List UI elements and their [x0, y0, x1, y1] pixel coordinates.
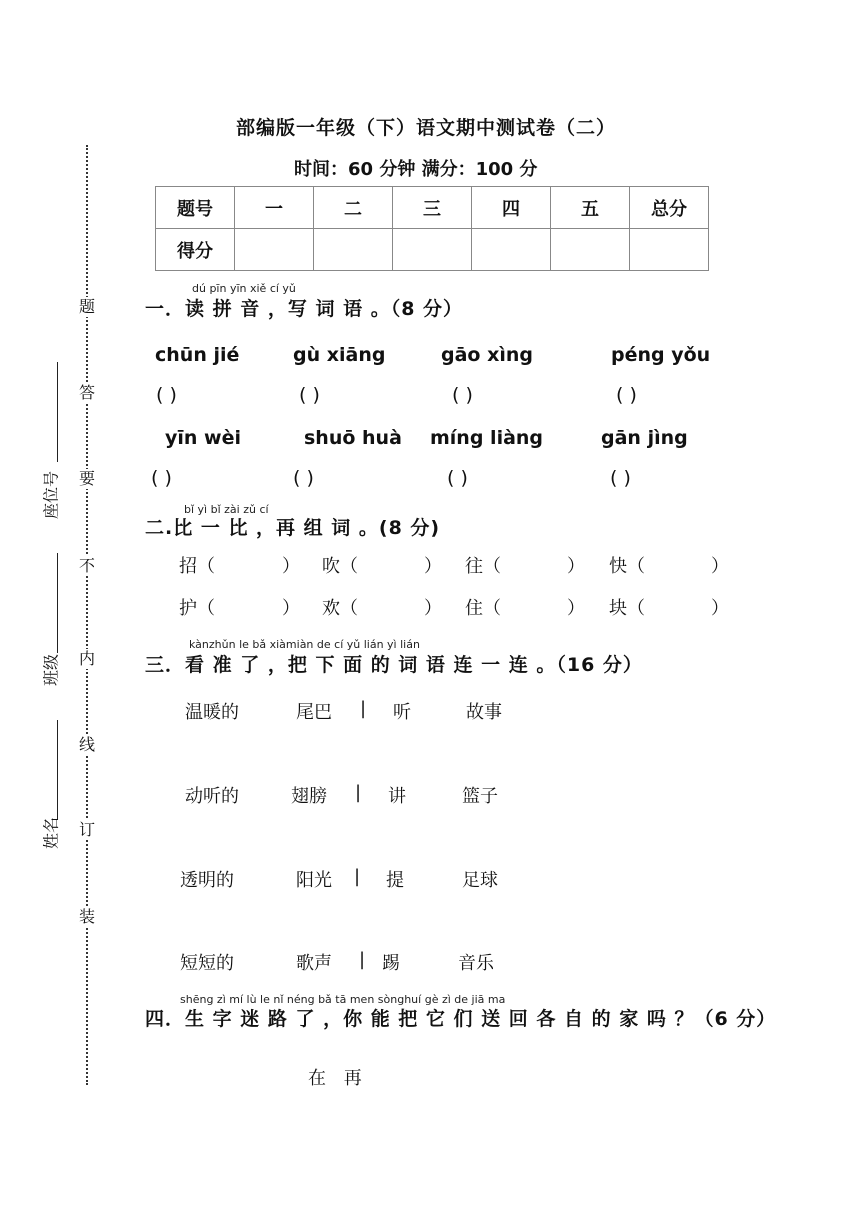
- q3-divider: |: [360, 698, 367, 719]
- q2-blank-close[interactable]: ）: [711, 598, 729, 619]
- q3-word[interactable]: 故事: [466, 702, 502, 723]
- answer-blank[interactable]: ( ): [447, 467, 468, 489]
- q1-pinyin: míng liàng: [430, 427, 544, 449]
- binding-char: 要: [78, 469, 95, 488]
- answer-blank[interactable]: ( ): [452, 384, 473, 406]
- q3-word[interactable]: 动听的: [185, 786, 239, 807]
- q2-heading: 二.比 一 比 ，再 组 词 。(8 分): [145, 517, 441, 539]
- q3-word[interactable]: 歌声: [296, 953, 332, 974]
- binding-dotted-line: [86, 145, 88, 1085]
- table-cell: 五: [551, 187, 630, 229]
- q3-word[interactable]: 尾巴: [296, 702, 332, 723]
- q2-char: 块（: [609, 598, 645, 619]
- table-cell: 题号: [156, 187, 235, 229]
- q1-pinyin: gān jìng: [601, 427, 688, 449]
- q2-char: 往（: [465, 556, 501, 577]
- q3-heading: 三．看 准 了 ，把 下 面 的 词 语 连 一 连 。（16 分）: [145, 654, 643, 676]
- q2-blank-close[interactable]: ）: [567, 556, 585, 577]
- q1-pinyin: gù xiāng: [293, 344, 386, 366]
- q2-blank-close[interactable]: ）: [711, 556, 729, 577]
- q3-divider: |: [354, 866, 361, 887]
- table-cell: 一: [235, 187, 314, 229]
- score-table-score-row: [156, 229, 709, 271]
- q2-blank-close[interactable]: ）: [282, 556, 300, 577]
- q2-char: 招（: [179, 556, 215, 577]
- score-input-cell[interactable]: [393, 229, 472, 271]
- q2-char: 欢（: [322, 598, 358, 619]
- table-cell: 四: [472, 187, 551, 229]
- q1-pinyin: gāo xìng: [441, 344, 533, 366]
- q1-pinyin-annotation: dú pīn yīn xiě cí yǔ: [192, 282, 296, 295]
- page-title: 部编版一年级（下）语文期中测试卷（二）: [236, 117, 617, 139]
- q1-pinyin: yīn wèi: [165, 427, 241, 449]
- answer-blank[interactable]: ( ): [156, 384, 177, 406]
- q3-word[interactable]: 音乐: [458, 953, 494, 974]
- binding-char: 答: [78, 383, 95, 402]
- answer-blank[interactable]: ( ): [299, 384, 320, 406]
- score-input-cell[interactable]: [235, 229, 314, 271]
- q2-char: 护（: [179, 598, 215, 619]
- table-cell: 三: [393, 187, 472, 229]
- name-label: 姓名: [41, 816, 61, 850]
- binding-char: 内: [78, 649, 95, 668]
- q1-heading: 一．读 拼 音 ，写 词 语 。（8 分）: [145, 298, 464, 320]
- q3-word[interactable]: 足球: [462, 870, 498, 891]
- seat-number-label: 座位号: [41, 470, 61, 520]
- q2-blank-close[interactable]: ）: [567, 598, 585, 619]
- table-cell: 总分: [630, 187, 709, 229]
- binding-char: 线: [78, 735, 95, 754]
- score-input-cell[interactable]: [551, 229, 630, 271]
- q3-word[interactable]: 篮子: [462, 786, 498, 807]
- q4-words: 在 再: [308, 1068, 368, 1089]
- q3-word[interactable]: 翅膀: [291, 786, 327, 807]
- q1-pinyin: shuō huà: [304, 427, 402, 449]
- q3-word[interactable]: 提: [386, 870, 404, 891]
- q2-pinyin-annotation: bǐ yì bǐ zài zǔ cí: [184, 503, 269, 516]
- score-input-cell[interactable]: [472, 229, 551, 271]
- class-label: 班级: [41, 653, 61, 687]
- q2-blank-close[interactable]: ）: [282, 598, 300, 619]
- score-table: [155, 186, 709, 271]
- q3-word[interactable]: 阳光: [296, 870, 332, 891]
- exam-info: 时间：60 分钟 满分：100 分: [294, 159, 538, 180]
- q3-word[interactable]: 讲: [388, 786, 406, 807]
- q3-divider: |: [359, 949, 366, 970]
- binding-char: 题: [78, 297, 95, 316]
- q3-word[interactable]: 踢: [382, 953, 400, 974]
- answer-blank[interactable]: ( ): [616, 384, 637, 406]
- q2-blank-close[interactable]: ）: [424, 598, 442, 619]
- answer-blank[interactable]: ( ): [151, 467, 172, 489]
- q1-pinyin: péng yǒu: [611, 344, 711, 366]
- q3-divider: |: [355, 782, 362, 803]
- q3-word[interactable]: 听: [393, 702, 411, 723]
- score-input-cell[interactable]: [314, 229, 393, 271]
- table-cell: 二: [314, 187, 393, 229]
- q4-heading: 四．生 字 迷 路 了 ，你 能 把 它 们 送 回 各 自 的 家 吗 ？（6 分）: [145, 1008, 777, 1030]
- q2-blank-close[interactable]: ）: [424, 556, 442, 577]
- q3-word[interactable]: 短短的: [180, 953, 234, 974]
- answer-blank[interactable]: ( ): [293, 467, 314, 489]
- q2-char: 快（: [609, 556, 645, 577]
- table-cell: 得分: [156, 229, 235, 271]
- q3-pinyin-annotation: kànzhǔn le bǎ xiàmiàn de cí yǔ lián yì lián: [189, 638, 420, 651]
- seat-line: [57, 362, 58, 462]
- q4-pinyin-annotation: shēng zì mí lù le nǐ néng bǎ tā men sònghuí gè zì de jiā ma: [180, 993, 506, 1006]
- answer-blank[interactable]: ( ): [610, 467, 631, 489]
- score-table-header-row: [156, 187, 709, 229]
- q2-char: 吹（: [322, 556, 358, 577]
- binding-char: 不: [78, 556, 95, 575]
- binding-char: 订: [78, 820, 95, 839]
- binding-char: 装: [78, 907, 95, 926]
- q3-word[interactable]: 温暖的: [185, 702, 239, 723]
- q2-char: 住（: [465, 598, 501, 619]
- score-input-cell[interactable]: [630, 229, 709, 271]
- q1-pinyin: chūn jié: [155, 344, 240, 366]
- q3-word[interactable]: 透明的: [180, 870, 234, 891]
